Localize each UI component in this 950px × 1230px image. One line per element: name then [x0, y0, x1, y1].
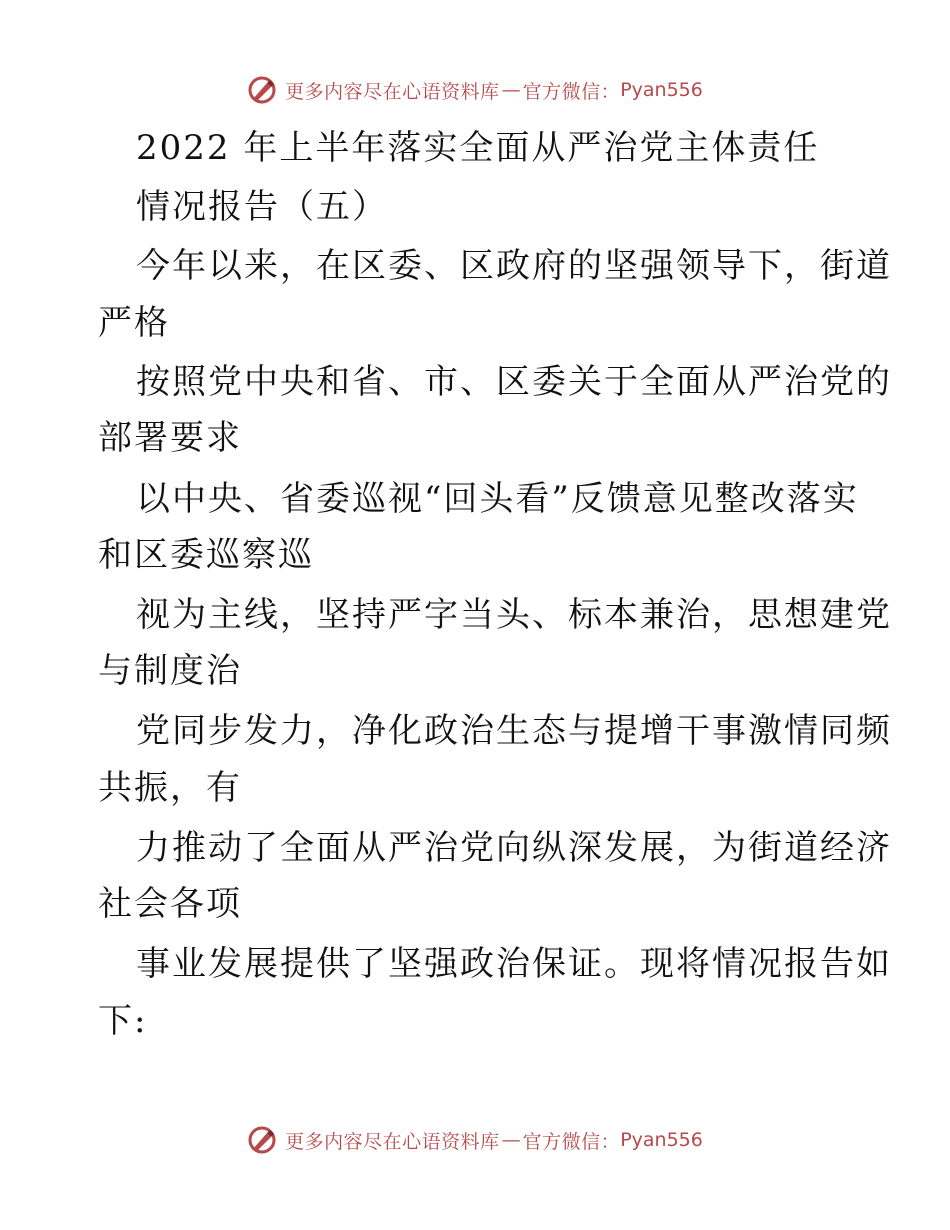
pen-logo-icon	[247, 1125, 277, 1155]
body-line: 和区委巡察巡	[98, 535, 314, 575]
watermark-text: 更多内容尽在心语资料库	[285, 80, 500, 103]
body-line: 与制度治	[98, 651, 242, 691]
watermark-wechat-label: 官方微信：	[522, 1130, 621, 1153]
watermark-wechat-id: Pyan556	[620, 1129, 703, 1151]
body-line: 事业发展提供了坚强政治保证。现将情况报告如	[136, 944, 892, 984]
watermark-text: 更多内容尽在心语资料库	[285, 1130, 500, 1153]
body-line: 共振，有	[98, 768, 242, 808]
body-line: 党同步发力，净化政治生态与提增干事激情同频	[136, 711, 892, 751]
body-line: 按照党中央和省、市、区委关于全面从严治党的	[136, 362, 892, 402]
body-line: 下:	[98, 1001, 148, 1041]
watermark-wechat-id: Pyan556	[620, 79, 703, 101]
watermark-separator: —	[501, 79, 521, 101]
body-line: 部署要求	[98, 418, 242, 458]
header-watermark	[0, 70, 950, 110]
body-line: 视为主线，坚持严字当头、标本兼治，思想建党	[136, 595, 892, 635]
body-line: 社会各项	[98, 884, 242, 924]
title-line-1: 2022 年上半年落实全面从严治党主体责任	[136, 128, 820, 168]
pen-logo-icon	[247, 75, 277, 105]
watermark-wechat-label: 官方微信：	[522, 80, 621, 103]
body-line: 以中央、省委巡视“回头看”反馈意见整改落实	[136, 479, 859, 519]
body-line: 严格	[98, 303, 170, 343]
watermark-separator: —	[501, 1129, 521, 1151]
footer-watermark	[0, 1120, 950, 1160]
body-line: 力推动了全面从严治党向纵深发展，为街道经济	[136, 828, 892, 868]
body-line: 今年以来，在区委、区政府的坚强领导下，街道	[136, 246, 892, 286]
title-line-2: 情况报告（五）	[136, 187, 388, 227]
